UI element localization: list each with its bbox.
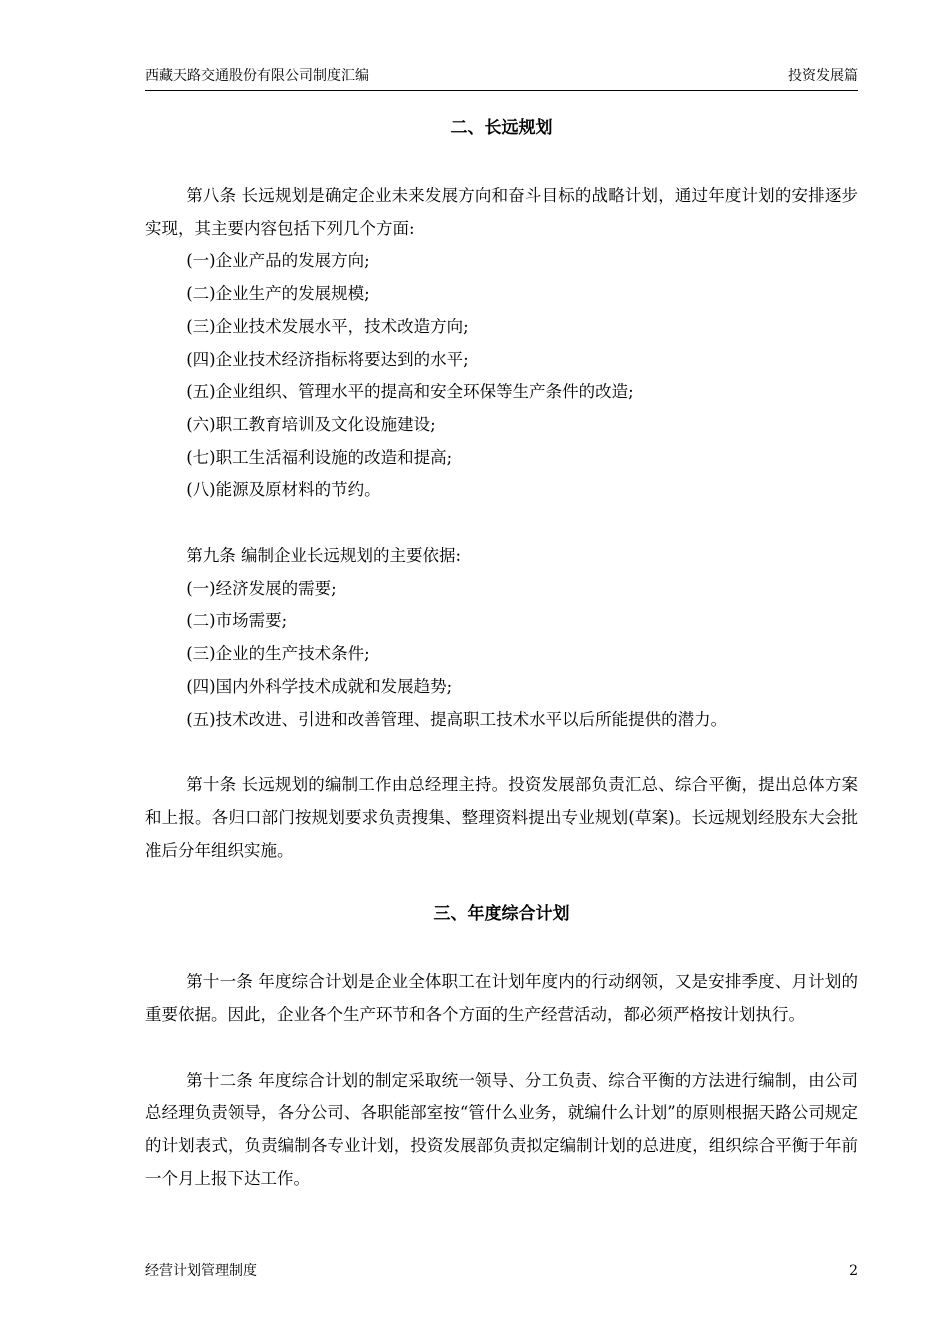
article-12: 第十二条 年度综合计划的制定采取统一领导、分工负责、综合平衡的方法进行编制，由公司总经理负责领导，各分公司、各职能部室按“管什么业务，就编什么计划”的原则根据天路公司规定的计划表式，负责编制各专业计划，投资发展部负责拟定编制计划的总进度，组织综合平衡于年前一个月上报下达工作。 (145, 1070, 858, 1188)
list-item: (三)企业技术发展水平，技术改造方向; (186, 316, 469, 336)
list-item: (四)企业技术经济指标将要达到的水平; (186, 349, 469, 369)
article-9: 第九条 编制企业长远规划的主要依据: (186, 546, 462, 566)
article-10: 第十条 长远规划的编制工作由总经理主持。投资发展部负责汇总、综合平衡，提出总体方案和上报。各归口部门按规划要求负责搜集、整理资料提出专业规划(草案)。长远规划经股东大会批准后分年组织实施。 (145, 775, 858, 860)
list-item: (一)企业产品的发展方向; (186, 251, 370, 271)
article-8: 第八条 长远规划是确定企业未来发展方向和奋斗目标的战略计划，通过年度计划的安排逐步实现，其主要内容包括下列几个方面: (145, 186, 858, 238)
list-item: (四)国内外科学技术成就和发展趋势; (186, 676, 453, 696)
list-item: (六)职工教育培训及文化设施建设; (186, 414, 436, 434)
list-item: (二)企业生产的发展规模; (186, 284, 370, 304)
list-item: (一)经济发展的需要; (186, 578, 337, 598)
list-item: (五)技术改进、引进和改善管理、提高职工技术水平以后所能提供的潜力。 (186, 709, 728, 729)
page-header (145, 66, 858, 91)
list-item: (五)企业组织、管理水平的提高和安全环保等生产条件的改造; (186, 382, 634, 402)
section-title-long-term-plan: 二、长远规划 (450, 118, 553, 138)
list-item: (七)职工生活福利设施的改造和提高; (186, 447, 453, 467)
header-section-name: 投资发展篇 (788, 68, 858, 84)
header-doc-title: 西藏天路交通股份有限公司制度汇编 (145, 68, 369, 84)
section-title-annual-plan: 三、年度综合计划 (433, 904, 570, 925)
article-11: 第十一条 年度综合计划是企业全体职工在计划年度内的行动纲领，又是安排季度、月计划的重要依据。因此，企业各个生产环节和各个方面的生产经营活动，都必须严格按计划执行。 (145, 972, 858, 1025)
footer-doc-name: 经营计划管理制度 (145, 1263, 257, 1279)
list-item: (二)市场需要; (186, 611, 288, 631)
list-item: (八)能源及原材料的节约。 (186, 480, 381, 500)
list-item: (三)企业的生产技术条件; (186, 644, 370, 664)
page-number: 2 (849, 1263, 858, 1279)
document-body (145, 114, 858, 1196)
